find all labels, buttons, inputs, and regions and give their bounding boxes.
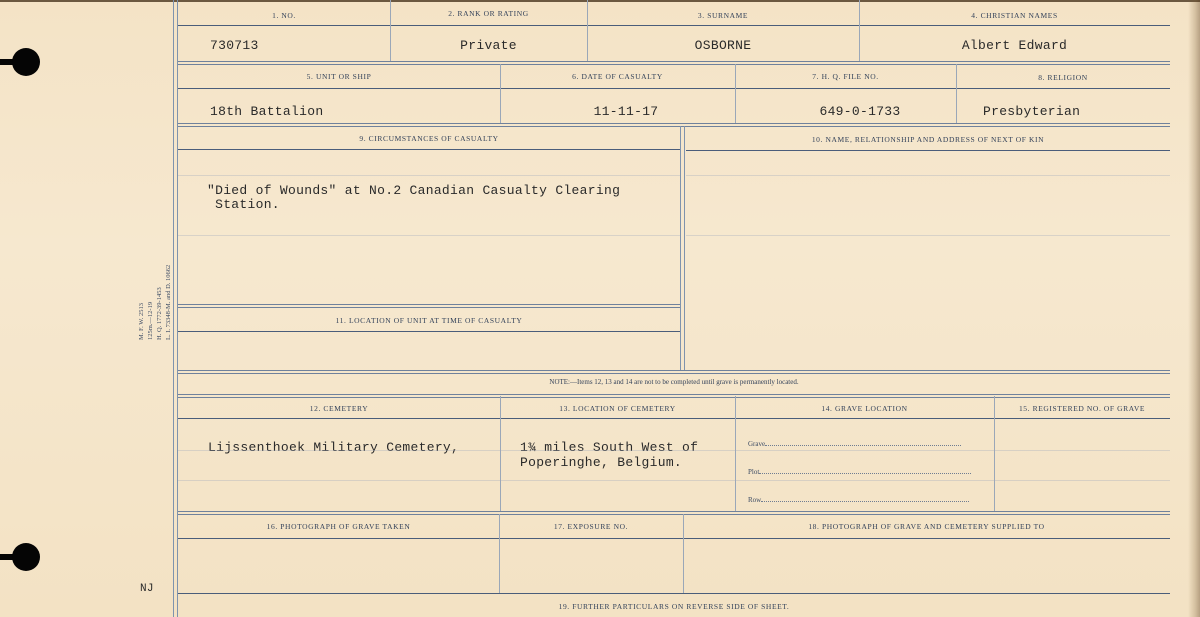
hq-file-no-value: 649-0-1733 [819,104,901,119]
location-of-cemetery-line2: Poperinghe, Belgium. [520,455,683,470]
plot-label: Plot [748,468,760,476]
col-divider [680,126,685,370]
field-label-christian-names: 4. CHRISTIAN NAMES [971,11,1058,20]
rule [178,304,680,308]
field-label-surname: 3. SURNAME [697,11,749,20]
field-label-date-of-casualty: 6. DATE OF CASUALTY [572,72,663,81]
print-line: M. F. W. 2513 [138,302,145,340]
row-blank [761,495,969,502]
field-label-next-of-kin: 10. NAME, RELATIONSHIP AND ADDRESS OF NEXT OF KIN [811,135,1045,144]
print-line: 125m.—12-19 [147,301,154,340]
faint-rule [686,235,1170,236]
rule [178,61,1170,65]
location-of-cemetery-line1: 1¾ miles South West of [520,440,699,455]
rule [686,150,1170,151]
grave-label: Grave [748,440,766,448]
rule [178,538,1170,539]
grave-row [748,439,961,448]
punch-hole-bottom [12,543,40,571]
field-label-grave-location: 14. GRAVE LOCATION [821,404,908,413]
rule [178,394,1170,398]
field-label-registered-no: 15. REGISTERED NO. OF GRAVE [1018,404,1146,413]
completion-note: NOTE:—Items 12, 13 and 14 are not to be completed until grave is permanently located. [549,378,799,386]
field-label-hq-file-no: 7. H. Q. FILE NO. [812,72,879,81]
rule [178,511,1170,515]
field-label-religion: 8. RELIGION [1038,73,1088,82]
christian-names-value: Albert Edward [961,38,1068,53]
row-label: Row [748,496,762,504]
rule [178,331,680,332]
unit-value: 18th Battalion [210,104,324,119]
field-label-number: 1. NO. [272,11,296,20]
rule [178,25,1170,26]
rule [178,149,680,150]
field-label-location-of-unit: 11. LOCATION OF UNIT AT TIME OF CASUALTY [335,316,523,325]
field-label-circumstances: 9. CIRCUMSTANCES OF CASUALTY [359,134,499,143]
form-print-code [137,265,173,340]
circumstances-value-line1: "Died of Wounds" at No.2 Canadian Casualty Clearing [207,183,621,198]
col-divider [500,396,501,511]
faint-rule [686,175,1170,176]
further-particulars-note: 19. FURTHER PARTICULARS ON REVERSE SIDE OF SHEET. [558,602,790,611]
faint-rule [178,450,1170,451]
col-divider [735,396,736,511]
faint-rule [178,175,680,176]
col-divider [994,396,995,511]
field-label-photograph-supplied-to: 18. PHOTOGRAPH OF GRAVE AND CEMETERY SUPPLIED TO [808,522,1045,531]
punch-hole-top [12,48,40,76]
field-label-cemetery: 12. CEMETERY [309,404,369,413]
field-label-exposure-no: 17. EXPOSURE NO. [553,522,629,531]
date-of-casualty-value: 11-11-17 [593,104,659,119]
grave-blank [765,439,961,446]
clerk-initials: NJ [140,583,154,595]
field-label-unit: 5. UNIT OR SHIP [306,72,372,81]
print-line: H. Q. 1772-39-1453 [156,287,163,340]
rule [178,123,1170,127]
print-line: L. I. 73348-M. and D. 10662 [165,264,172,340]
plot-blank [759,467,971,474]
faint-rule [178,235,680,236]
plot-row [748,467,971,476]
row-row [748,495,969,504]
faint-rule [178,480,1170,481]
rule [178,418,1170,419]
field-label-rank: 2. RANK OR RATING [448,9,529,18]
surname-value: OSBORNE [694,38,752,53]
field-label-photograph-taken: 16. PHOTOGRAPH OF GRAVE TAKEN [266,522,411,531]
card-right-edge [1188,0,1200,617]
religion-value: Presbyterian [983,104,1081,119]
circumstances-value-line2: Station. [207,197,280,212]
field-label-location-of-cemetery: 13. LOCATION OF CEMETERY [559,404,676,413]
rule [178,88,1170,89]
rank-value: Private [460,38,517,53]
service-number-value: 730713 [210,38,259,53]
card-top-edge [0,0,1200,2]
cemetery-value: Lijssenthoek Military Cemetery, [208,440,460,455]
rule [178,593,1170,594]
rule [178,370,1170,374]
